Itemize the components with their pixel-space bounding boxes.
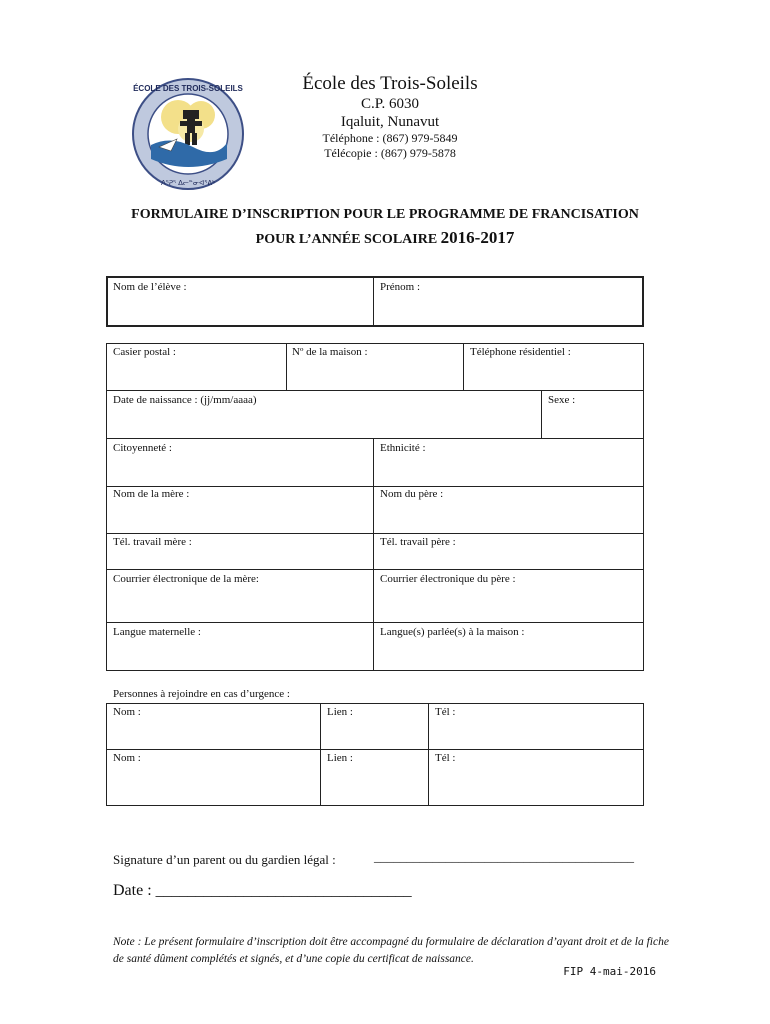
divider: [373, 276, 374, 327]
emergency-phone-field[interactable]: Tél :: [435, 706, 456, 718]
divider: [373, 438, 374, 671]
phone: Téléphone : (867) 979-5849: [322, 131, 458, 145]
signature-line[interactable]: ________________________________________: [374, 849, 634, 864]
divider: [106, 533, 644, 534]
divider: [106, 438, 644, 439]
footer-code: FIP 4-mai-2016: [563, 965, 656, 978]
emergency-relation-field[interactable]: Lien :: [327, 706, 353, 718]
divider: [106, 390, 644, 391]
emergency-contacts-table: [106, 703, 644, 806]
school-logo: [131, 77, 245, 191]
house-number-field[interactable]: Nº de la maison :: [292, 346, 368, 358]
home-phone-field[interactable]: Téléphone résidentiel :: [470, 346, 571, 358]
divider: [106, 486, 644, 487]
form-title-line1: FORMULAIRE D’INSCRIPTION POUR LE PROGRAMME DE FRANCISATION: [131, 207, 639, 222]
divider: [106, 569, 644, 570]
mother-name-field[interactable]: Nom de la mère :: [113, 488, 190, 500]
mother-work-phone-field[interactable]: Tél. travail mère :: [113, 536, 192, 548]
divider: [541, 390, 542, 438]
emergency-heading: Personnes à rejoindre en cas d’urgence :: [113, 688, 290, 700]
mother-tongue-field[interactable]: Langue maternelle :: [113, 626, 201, 638]
logo-text-top: ÉCOLE DES TROIS-SOLEILS: [133, 84, 243, 93]
emergency-name-field[interactable]: Nom :: [113, 706, 141, 718]
mother-email-field[interactable]: Courrier électronique de la mère:: [113, 573, 259, 585]
student-first-name-field[interactable]: Prénom :: [380, 281, 421, 293]
home-languages-field[interactable]: Langue(s) parlée(s) à la maison :: [380, 626, 525, 638]
divider: [106, 749, 644, 750]
father-name-field[interactable]: Nom du père :: [380, 488, 444, 500]
birth-date-field[interactable]: Date de naissance : (jj/mm/aaaa): [113, 394, 257, 406]
signature-label: Signature d’un parent ou du gardien légal :: [113, 852, 336, 867]
po-box: C.P. 6030: [361, 96, 419, 112]
form-title-line2: [60, 228, 710, 248]
father-work-phone-field[interactable]: Tél. travail père :: [380, 536, 456, 548]
po-box-field[interactable]: Casier postal :: [113, 346, 176, 358]
student-last-name-field[interactable]: Nom de l’élève :: [113, 281, 187, 293]
emergency-relation-field[interactable]: Lien :: [327, 752, 353, 764]
father-email-field[interactable]: Courrier électronique du père :: [380, 573, 516, 585]
divider: [320, 703, 321, 806]
emergency-phone-field[interactable]: Tél :: [435, 752, 456, 764]
city: Iqaluit, Nunavut: [340, 114, 440, 130]
form-title-prefix: POUR L’ANNÉE SCOLAIRE: [255, 232, 441, 247]
student-name-box: [106, 276, 644, 327]
note-text: Note : Le présent formulaire d’inscription doit être accompagné du formulaire de déclaration d’ayant droit et de la fiche de santé dûment complétés et signés, et d’une copie du certificat de naissance.: [113, 936, 669, 965]
divider: [286, 343, 287, 390]
divider: [106, 622, 644, 623]
fax: Télécopie : (867) 979-5878: [324, 146, 456, 160]
divider: [463, 343, 464, 390]
school-name: École des Trois-Soleils: [302, 73, 478, 94]
citizenship-field[interactable]: Citoyenneté :: [113, 442, 172, 454]
emergency-name-field[interactable]: Nom :: [113, 752, 141, 764]
logo-text-bottom: ᐱᕐᕈᕐ ᐃᓕᓐᓂᐊᕐᕕᒃ: [161, 179, 215, 187]
ethnicity-field[interactable]: Ethnicité :: [380, 442, 426, 454]
school-year: 2016-2017: [440, 228, 515, 247]
divider: [428, 703, 429, 806]
sex-field[interactable]: Sexe :: [548, 394, 576, 406]
date-field[interactable]: Date : ________________________________: [113, 882, 412, 899]
